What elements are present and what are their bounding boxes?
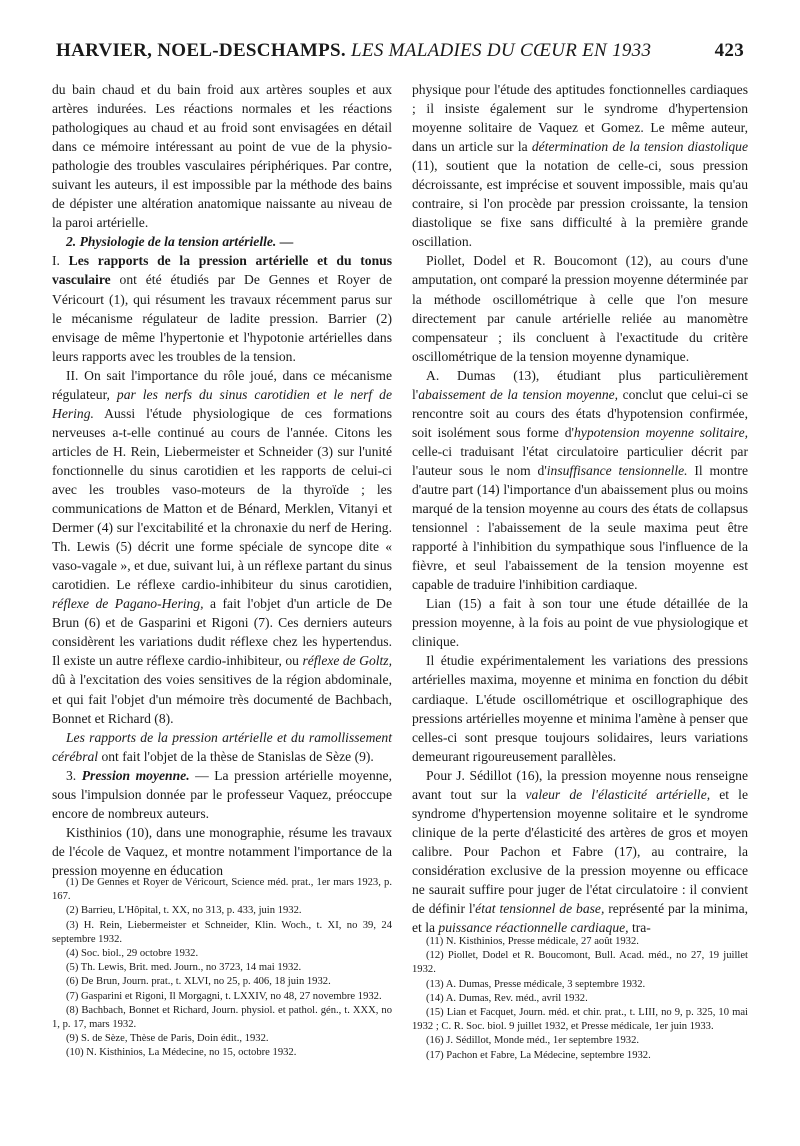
right-column [412, 80, 748, 937]
footnote: (14) A. Dumas, Rev. méd., avril 1932. [426, 992, 588, 1004]
footnote: (5) Th. Lewis, Brit. med. Journ., no 3723, 14 mai 1932. [66, 962, 302, 974]
paragraph: A. Dumas (13), étudiant plus particulièrement l'abaissement de la tension moyenne, conclut que celui-ci se rencontre soit au cours des états d'hypotension confirmée, soit isolément sous forme d'hypotension moyenne solitaire, celle-ci traduisant l'état circulatoire particulier décrit par l'auteur sous le nom d'insuffisance tensionnelle. Il montre d'autre part (14) l'importance d'un abaissement plus ou moins marqué de la tension moyenne au cours des états de collapsus tensionnel : l'abaissement de la seule maxima peut être rapporté à l'inhibition du sympathique sous l'influence de la fièvre, et seul l'abaissement de la tension moyenne est capable de traduire l'inhibition cardiaque. [412, 367, 748, 593]
section-heading-2: 2. Physiologie de la tension artérielle. — [66, 234, 294, 250]
paragraph: Pour J. Sédillot (16), la pression moyenne nous renseigne avant tout sur la valeur de l'élasticité artérielle, et le syndrome d'hypertension moyenne solitaire et le syndrome clinique de la perte d'élasticité des artères de gros et moyen calibre. Pour Pachon et Fabre (17), au contraire, la considération exclusive de la pression moyenne ou efficace ne saurait suffire pour juger de l'état circulatoire : il convient de définir l'état tensionnel de base, représenté par la minima, et la puissance réactionnelle cardiaque, tra- [412, 767, 748, 936]
footnote: (6) De Brun, Journ. prat., t. XLVI, no 25, p. 406, 18 juin 1932. [66, 976, 331, 988]
paragraph: Lian (15) a fait à son tour une étude détaillée de la pression moyenne, à la fois au point de vue physiologique et clinique. [412, 596, 748, 650]
paragraph: I. Les rapports de la pression artérielle et du tonus vasculaire ont été étudiés par De Gennes et Royer de Véricourt (1), qui résument les travaux récemment parus sur le mécanisme régulateur de ladite pression. Barrier (2) envisage de même l'hypertonie et l'hypotonie artérielles dans leurs rapports avec les troubles de la tension. [52, 253, 392, 364]
footnotes-right [412, 935, 748, 1063]
footnote: (3) H. Rein, Liebermeister et Schneider, Klin. Woch., t. XI, no 39, 24 septembre 1932. [52, 919, 392, 945]
paragraph: Il étudie expérimentalement les variations des pressions artérielles maxima, moyenne et minima en fonction du débit cardiaque. L'étude oscillométrique et oscillographique des pressions artérielles moyenne et minima l'amène à penser que celles-ci sont presque toujours solidaires, leurs variations demeurant rigoureusement parallèles. [412, 653, 748, 764]
footnote: (9) S. de Sèze, Thèse de Paris, Doin édit., 1932. [66, 1033, 269, 1045]
footnote: (2) Barrieu, L'Hôpital, t. XX, no 313, p. 433, juin 1932. [66, 905, 302, 917]
paragraph: physique pour l'étude des aptitudes fonctionnelles cardiaques ; il insiste également sur le syndrome d'hypertension moyenne solitaire de Vaquez et Gomez. Le même auteur, dans un article sur la détermination de la tension diastolique (11), soutient que la notation de celle-ci, sous pression décroissante, est imprécise et souvent impossible, mais qu'au contraire, si l'on procède par pression croissante, la tension diastolique se fixe sans difficulté à la première grande oscillation. [412, 82, 749, 250]
footnote: (7) Gasparini et Rigoni, Il Morgagni, t. LXXIV, no 48, 27 novembre 1932. [66, 990, 382, 1002]
footnote: (13) A. Dumas, Presse médicale, 3 septembre 1932. [426, 978, 646, 990]
left-column [52, 80, 392, 880]
running-header [56, 40, 744, 70]
paragraph: Les rapports de la pression artérielle et du ramollissement cérébral ont fait l'objet de la thèse de Stanislas de Sèze (9). [52, 729, 392, 764]
footnote: (4) Soc. biol., 29 octobre 1932. [66, 948, 199, 960]
footnote: (12) Piollet, Dodel et R. Boucomont, Bull. Acad. méd., no 27, 19 juillet 1932. [412, 950, 748, 976]
page-number: 423 [714, 40, 744, 61]
footnotes-left [52, 876, 392, 1061]
section-heading-3: 3. Pression moyenne. — La pression artérielle moyenne, sous l'impulsion donnée par le professeur Vaquez, préoccupe encore de nombreux auteurs. [52, 767, 392, 821]
paragraph: Kisthinios (10), dans une monographie, résume les travaux de l'école de Vaquez, et montre notamment l'importance de la pression moyenne en éducation [52, 824, 392, 878]
paragraph: Piollet, Dodel et R. Boucomont (12), au cours d'une amputation, ont comparé la pression moyenne déterminée par la méthode oscillométrique à celle que l'on mesure directement par canule artérielle reliée au manomètre compensateur ; ils concluent à l'exactitude du critère oscillométrique de la tension moyenne dynamique. [412, 253, 748, 364]
footnote: (10) N. Kisthinios, La Médecine, no 15, octobre 1932. [66, 1047, 297, 1059]
header-authors: HARVIER, NOEL-DESCHAMPS. [56, 40, 346, 61]
footnote: (17) Pachon et Fabre, La Médecine, septembre 1932. [426, 1049, 651, 1061]
paragraph: du bain chaud et du bain froid aux artères souples et aux artères indurées. Les réactions normales et les réactions pathologiques au chaud et au froid sont envisagées en détail dans ce mémoire intéressant au point de vue de la physio-pathologie des troubles vasculaires périphériques. Par contre, suivant les auteurs, il est impossible par la méthode des bains de dépister une altération anatomique naissante au niveau de la paroi artérielle. [52, 82, 392, 231]
footnote: (1) De Gennes et Royer de Véricourt, Science méd. prat., 1er mars 1923, p. 167. [52, 877, 392, 903]
footnote: (15) Lian et Facquet, Journ. méd. et chir. prat., t. LIII, no 9, p. 325, 10 mai 1932 ; C. R. Soc. biol. 9 juillet 1932, et Presse médicale, 1er juin 1933. [412, 1007, 748, 1033]
footnote: (11) N. Kisthinios, Presse médicale, 27 août 1932. [426, 936, 639, 947]
footnote: (8) Bachbach, Bonnet et Richard, Journ. physiol. et pathol. gén., t. XXX, no 1, p. 17, mars 1932. [52, 1004, 392, 1031]
header-title: LES MALADIES DU CŒUR EN 1933 [351, 40, 652, 61]
footnote: (16) J. Sédillot, Monde méd., 1er septembre 1932. [426, 1035, 640, 1047]
paragraph: II. On sait l'importance du rôle joué, dans ce mécanisme régulateur, par les nerfs du sinus carotidien et le nerf de Hering. Aussi l'étude physiologique de ces formations nerveuses a-t-elle continué au cours de l'année. Citons les articles de H. Rein, Liebermeister et Schneider (3) sur l'unité fonctionnelle du sinus carotidien et les rapports de celui-ci avec les troubles vaso-moteurs de la thyroïde ; les communications de Matton et de Bénard, Merklen, Vitanyi et Dermer (4) sur l'excitabilité et la chronaxie du nerf de Hering. Th. Lewis (5) décrit une forme spéciale de syncope dite « vaso-vagale », et due, suivant lui, à un réflexe partant du sinus carotidien. Le réflexe cardio-inhibiteur du sinus carotidien, réflexe de Pagano-Hering, a fait l'objet d'un article de De Brun (6) et de Gasparini et Rigoni (7). Ces derniers auteurs considèrent les variations dudit réflexe chez les hypertendus. Il existe un autre réflexe cardio-inhibiteur, ou réflexe de Goltz, dû à l'excitation des voies sensitives de la région abdominale, et qui fait l'objet d'un mémoire très documenté de Bachbach, Bonnet et Richard (8). [52, 367, 392, 726]
